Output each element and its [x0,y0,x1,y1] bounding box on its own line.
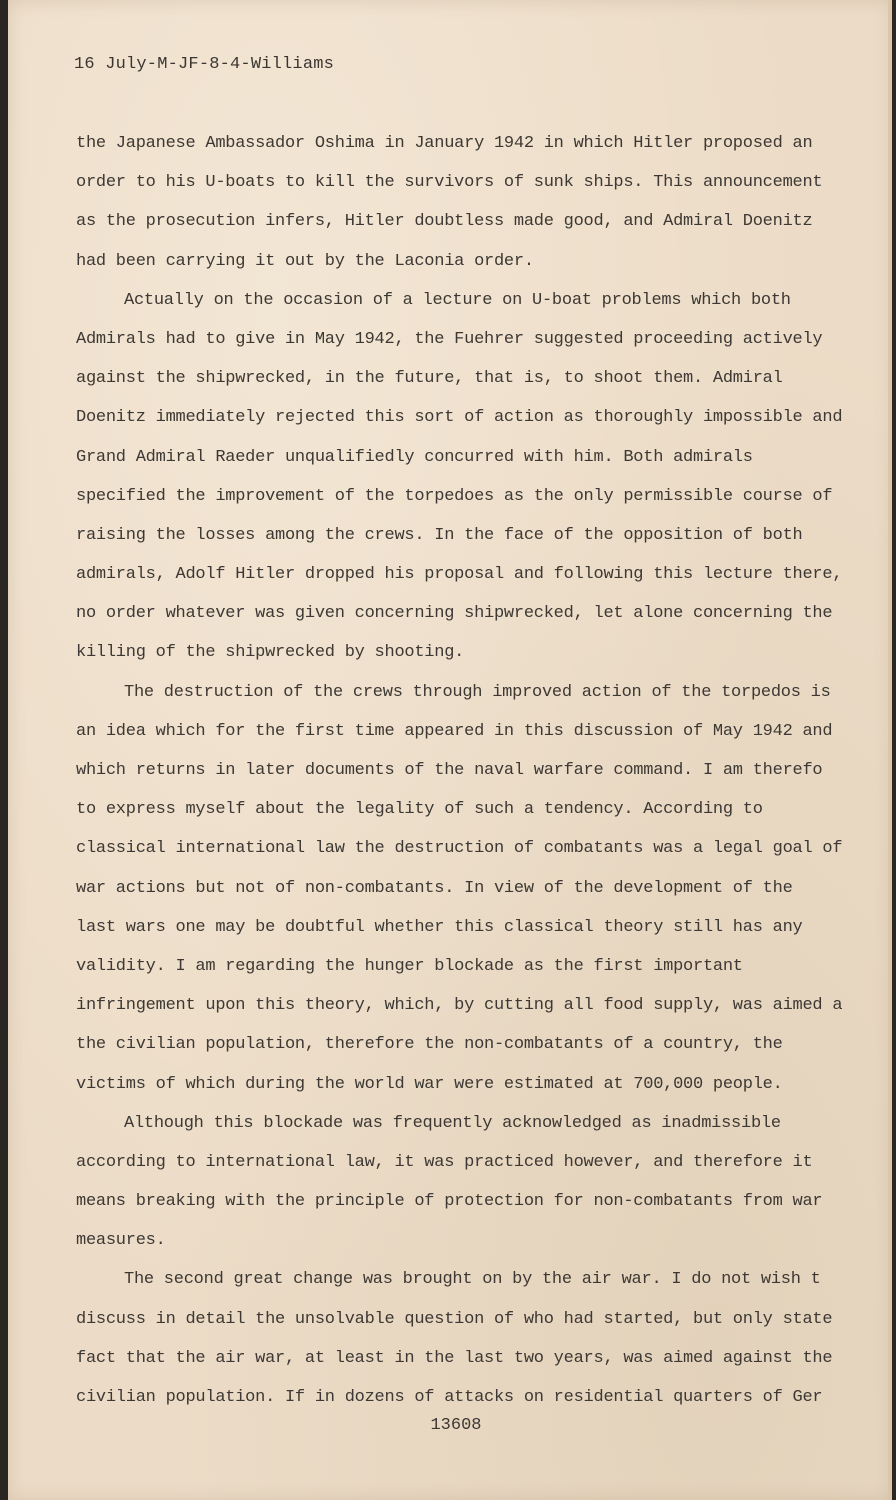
text-line: admirals, Adolf Hitler dropped his proposal and following this lecture there, [76,565,843,585]
text-line: order to his U-boats to kill the survivors of sunk ships. This announcement [76,173,823,193]
text-line: discuss in detail the unsolvable question of who had started, but only state [76,1309,833,1329]
text-line: the civilian population, therefore the non-combatants of a country, the [76,1035,783,1055]
text-line: an idea which for the first time appeared in this discussion of May 1942 and [76,721,833,741]
text-line: as the prosecution infers, Hitler doubtless made good, and Admiral Doenitz [76,212,813,232]
text-line: to express myself about the legality of such a tendency. According to [76,800,763,820]
text-line: killing of the shipwrecked by shooting. [76,643,465,663]
text-line: which returns in later documents of the naval warfare command. I am therefo [76,761,823,780]
text-line: raising the losses among the crews. In the face of the opposition of both [76,525,803,545]
paragraph-start-line: Although this blockade was frequently acknowledged as inadmissible [124,1113,781,1133]
page-edge [888,0,892,1500]
paragraph-start-line: The second great change was brought on by the air war. I do not wish t [124,1270,821,1290]
text-line: infringement upon this theory, which, by cutting all food supply, was aimed a [76,996,843,1016]
text-line: classical international law the destruction of combatants was a legal goal of [76,839,843,859]
text-line: specified the improvement of the torpedoes as the only permissible course of [76,486,833,506]
text-line: had been carrying it out by the Laconia order. [76,251,534,271]
text-line: validity. I am regarding the hunger blockade as the first important [76,956,743,976]
text-line: against the shipwrecked, in the future, that is, to shoot them. Admiral [76,369,783,389]
text-line: Grand Admiral Raeder unqualifiedly concurred with him. Both admirals [76,447,753,467]
text-line: means breaking with the principle of protection for non-combatants from war [76,1192,823,1212]
text-line: no order whatever was given concerning shipwrecked, let alone concerning the [76,604,833,624]
document-body [76,124,846,1417]
text-line: measures. [76,1231,166,1251]
paragraph-start-line: The destruction of the crews through improved action of the torpedos is [124,682,831,702]
text-line: according to international law, it was practiced however, and therefore it [76,1152,813,1172]
text-line: the Japanese Ambassador Oshima in January 1942 in which Hitler proposed an [76,134,813,153]
document-reference-header: 16 July-M-JF-8-4-Williams [74,55,335,74]
page-number: 13608 [430,1416,482,1435]
text-line: war actions but not of non-combatants. In view of the development of the [76,878,793,898]
text-line: Doenitz immediately rejected this sort of action as thoroughly impossible and [76,408,843,428]
text-line: fact that the air war, at least in the last two years, was aimed against the [76,1348,833,1368]
document-page [8,0,892,1500]
paragraph-start-line: Actually on the occasion of a lecture on U-boat problems which both [124,290,791,310]
text-line: victims of which during the world war were estimated at 700,000 people. [76,1074,783,1094]
text-line: last wars one may be doubtful whether this classical theory still has any [76,917,803,937]
text-line: Admirals had to give in May 1942, the Fuehrer suggested proceeding actively [76,329,823,349]
text-line: civilian population. If in dozens of attacks on residential quarters of Ger [76,1388,823,1407]
